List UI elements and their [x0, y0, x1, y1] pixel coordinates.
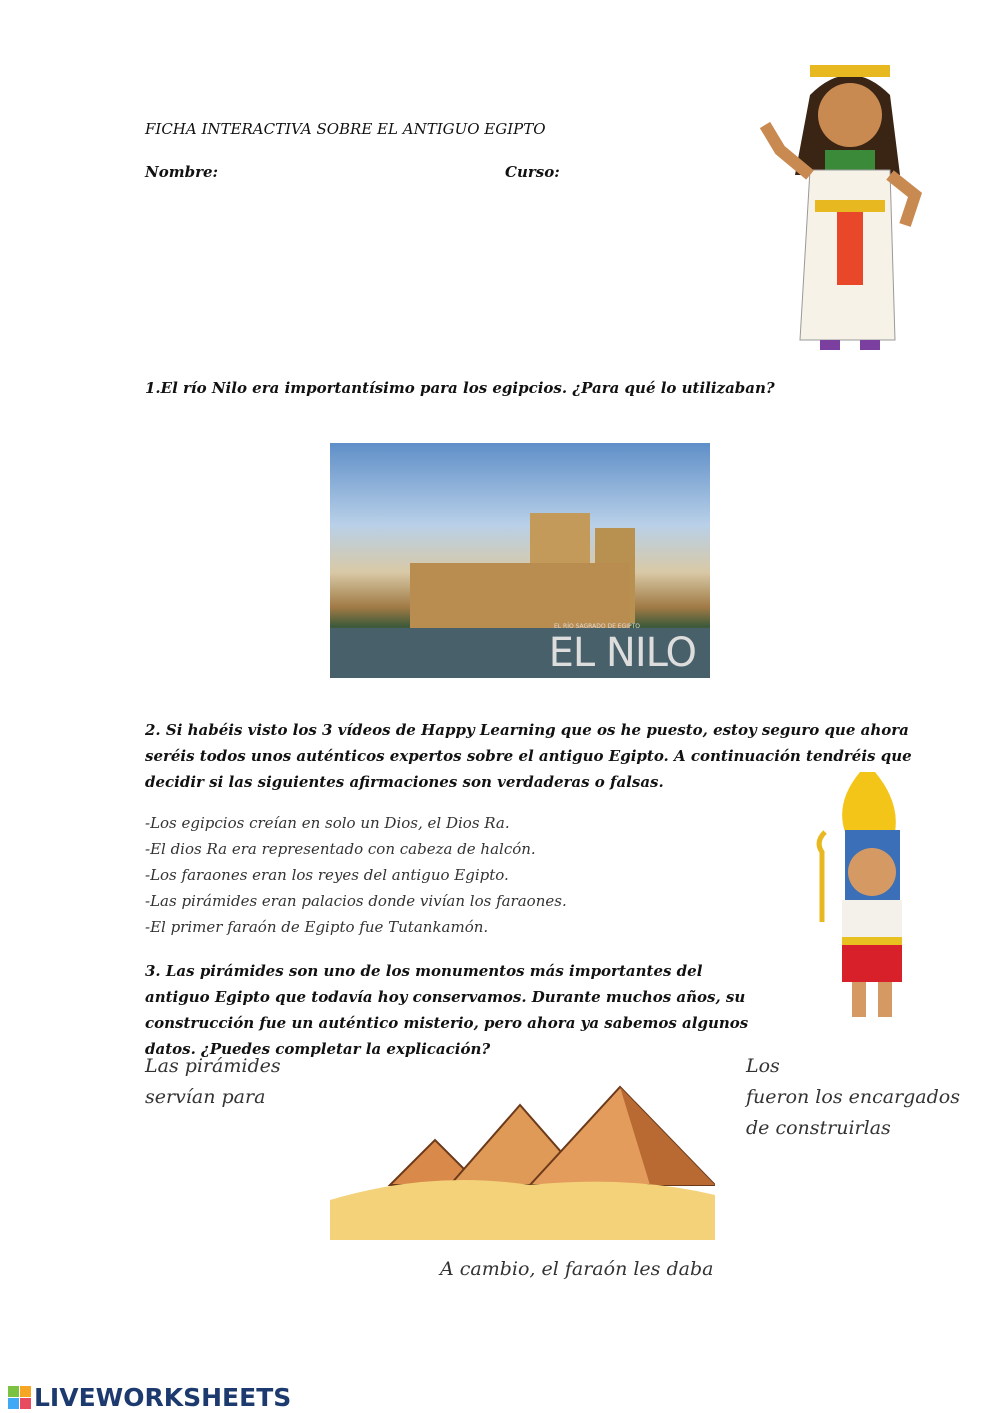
statement: -El dios Ra era representado con cabeza de halcón. — [145, 840, 536, 858]
pharaoh-illustration — [800, 772, 935, 1034]
prompt-line: Los — [746, 1055, 780, 1077]
prompt-line: Las pirámides — [145, 1055, 281, 1077]
worksheet-title: FICHA INTERACTIVA SOBRE EL ANTIGUO EGIPTO — [145, 120, 546, 138]
statement: -Las pirámides eran palacios donde vivían los faraones. — [145, 892, 567, 910]
nile-subcaption: EL RÍO SAGRADO DE EGIPTO — [554, 623, 640, 630]
logo-badge-icon — [8, 1386, 31, 1409]
question-2: 2. Si habéis visto los 3 vídeos de Happy Learning que os he puesto, estoy seguro que ahora seréis todos unos auténticos expertos sobre el antiguo Egipto. A continuación tendréis que decidir si las siguientes afirmaciones son verdaderas o falsas. — [145, 721, 912, 791]
prompt-line: servían para — [145, 1086, 266, 1108]
prompt-payment: A cambio, el faraón les daba — [440, 1258, 714, 1280]
statement-list — [145, 810, 567, 940]
prompt-purpose — [145, 1051, 281, 1113]
statement: -El primer faraón de Egipto fue Tutankamón. — [145, 918, 489, 936]
prompt-line: de construirlas — [746, 1117, 891, 1139]
prompt-line: fueron los encargados — [746, 1086, 960, 1108]
prompt-builders — [746, 1051, 960, 1144]
course-label: Curso: — [505, 163, 560, 181]
egyptian-girl-illustration — [755, 55, 945, 355]
statement: -Los faraones eran los reyes del antiguo Egipto. — [145, 866, 509, 884]
liveworksheets-logo — [8, 1383, 291, 1412]
nile-caption: EL NILO — [548, 630, 696, 676]
nile-temple-image — [330, 443, 710, 678]
statement: -Los egipcios creían en solo un Dios, el Dios Ra. — [145, 814, 510, 832]
question-3: 3. Las pirámides son uno de los monumentos más importantes del antiguo Egipto que todavía hoy conservamos. Durante muchos años, su construcción fue un auténtico misterio, pero ahora ya sabemos algunos datos. ¿Puedes completar la explicación? — [145, 962, 749, 1058]
name-label: Nombre: — [145, 163, 219, 181]
pyramids-illustration — [330, 1075, 715, 1245]
question-1: 1.El río Nilo era importantísimo para los egipcios. ¿Para qué lo utilizaban? — [145, 379, 775, 397]
logo-text: LIVEWORKSHEETS — [34, 1383, 292, 1412]
